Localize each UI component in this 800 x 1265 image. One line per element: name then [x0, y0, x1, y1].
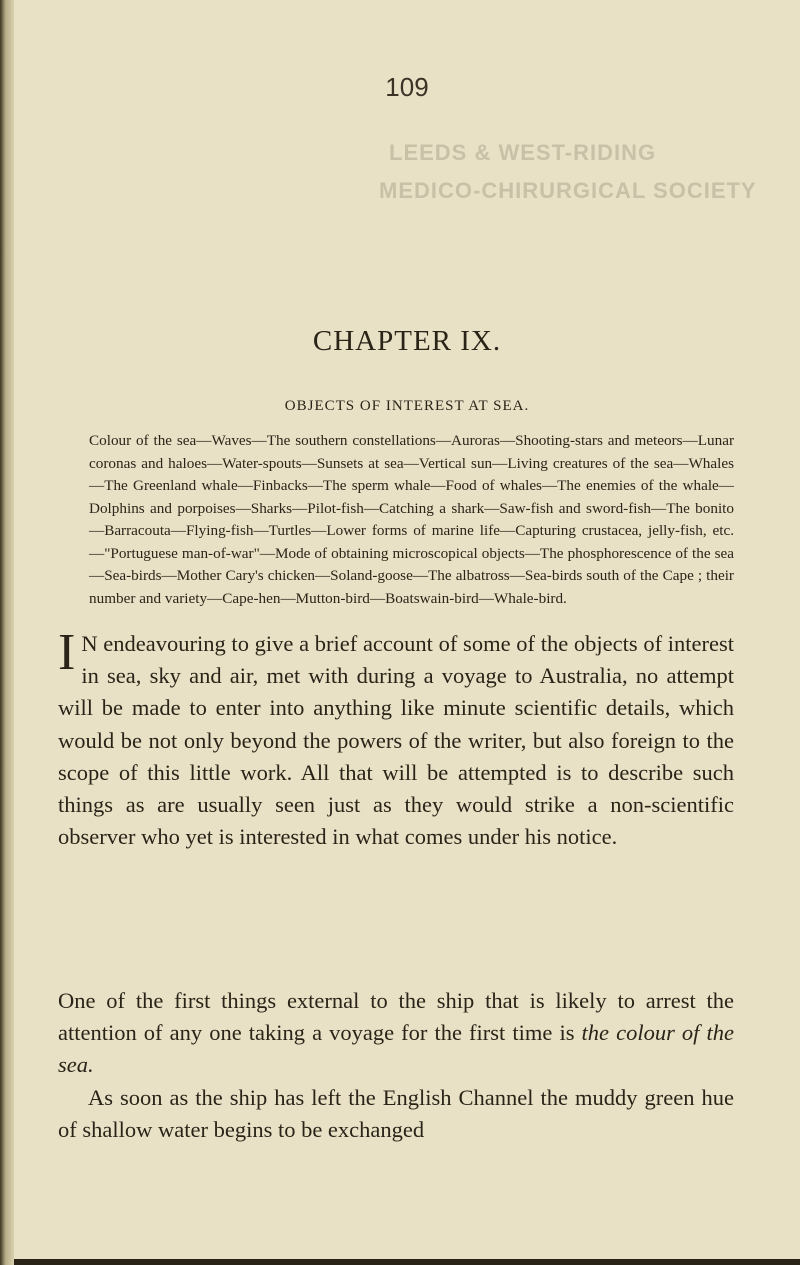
paragraph-3-text: As soon as the ship has left the English Channel the muddy green hue of shallow water begins to be exchanged	[58, 1085, 734, 1143]
chapter-summary: Colour of the sea—Waves—The southern constellations—Auroras—Shooting-stars and meteors—Lunar coronas and haloes—Water-spouts—Sunsets at sea—Vertical sun—Living creatures of the sea—Whales—The Greenland whale—Finbacks—The sperm whale—Food of whales—The enemies of the whale—Dolphins and porpoises—Sharks—Pilot-fish—Catching a shark—Saw-fish and sword-fish—The bonito—Barracouta—Flying-fish—Turtles—Lower forms of marine life—Capturing crustacea, jelly-fish, etc.—"Portuguese man-of-war"—Mode of obtaining microscopical objects—The phosphorescence of the sea—Sea-birds—Mother Cary's chicken—Soland-goose—The albatross—Sea-birds south of the Cape ; their number and variety—Cape-hen—Mutton-bird—Boatswain-bird—Whale-bird.	[89, 432, 734, 607]
page-number: 109	[385, 72, 429, 102]
chapter-subtitle: OBJECTS OF INTEREST AT SEA.	[284, 398, 530, 414]
paragraph-2-text: One of the first things external to the ship that is likely to arrest the attention of any one taking a voyage for the first time is	[58, 988, 734, 1046]
body-paragraph-1	[58, 624, 734, 853]
paragraph-2-emphasis: the colour of the sea.	[58, 1020, 734, 1078]
chapter-title: CHAPTER IX.	[312, 325, 502, 357]
book-spine-shadow	[0, 0, 14, 1265]
body-paragraph-2	[58, 985, 734, 1082]
page-bottom-edge	[14, 1259, 800, 1265]
library-stamp-line-2: MEDICO-CHIRURGICAL SOCIETY	[379, 178, 757, 203]
body-paragraph-3	[58, 1082, 734, 1146]
library-stamp-line-1: LEEDS & WEST-RIDING	[389, 140, 657, 165]
book-page	[14, 0, 800, 1265]
drop-cap: I	[58, 624, 76, 681]
paragraph-1-text: N endeavouring to give a brief account of some of the objects of interest in sea, sky and air, met with during a voyage to Australia, no attempt will be made to enter into anything like minute scientific details, which would be not only beyond the powers of the writer, but also foreign to the scope of this little work. All that will be attempted is to describe such things as are usually seen just as they would strike a non-scientific observer who yet is interested in what comes under his notice.	[58, 631, 734, 850]
